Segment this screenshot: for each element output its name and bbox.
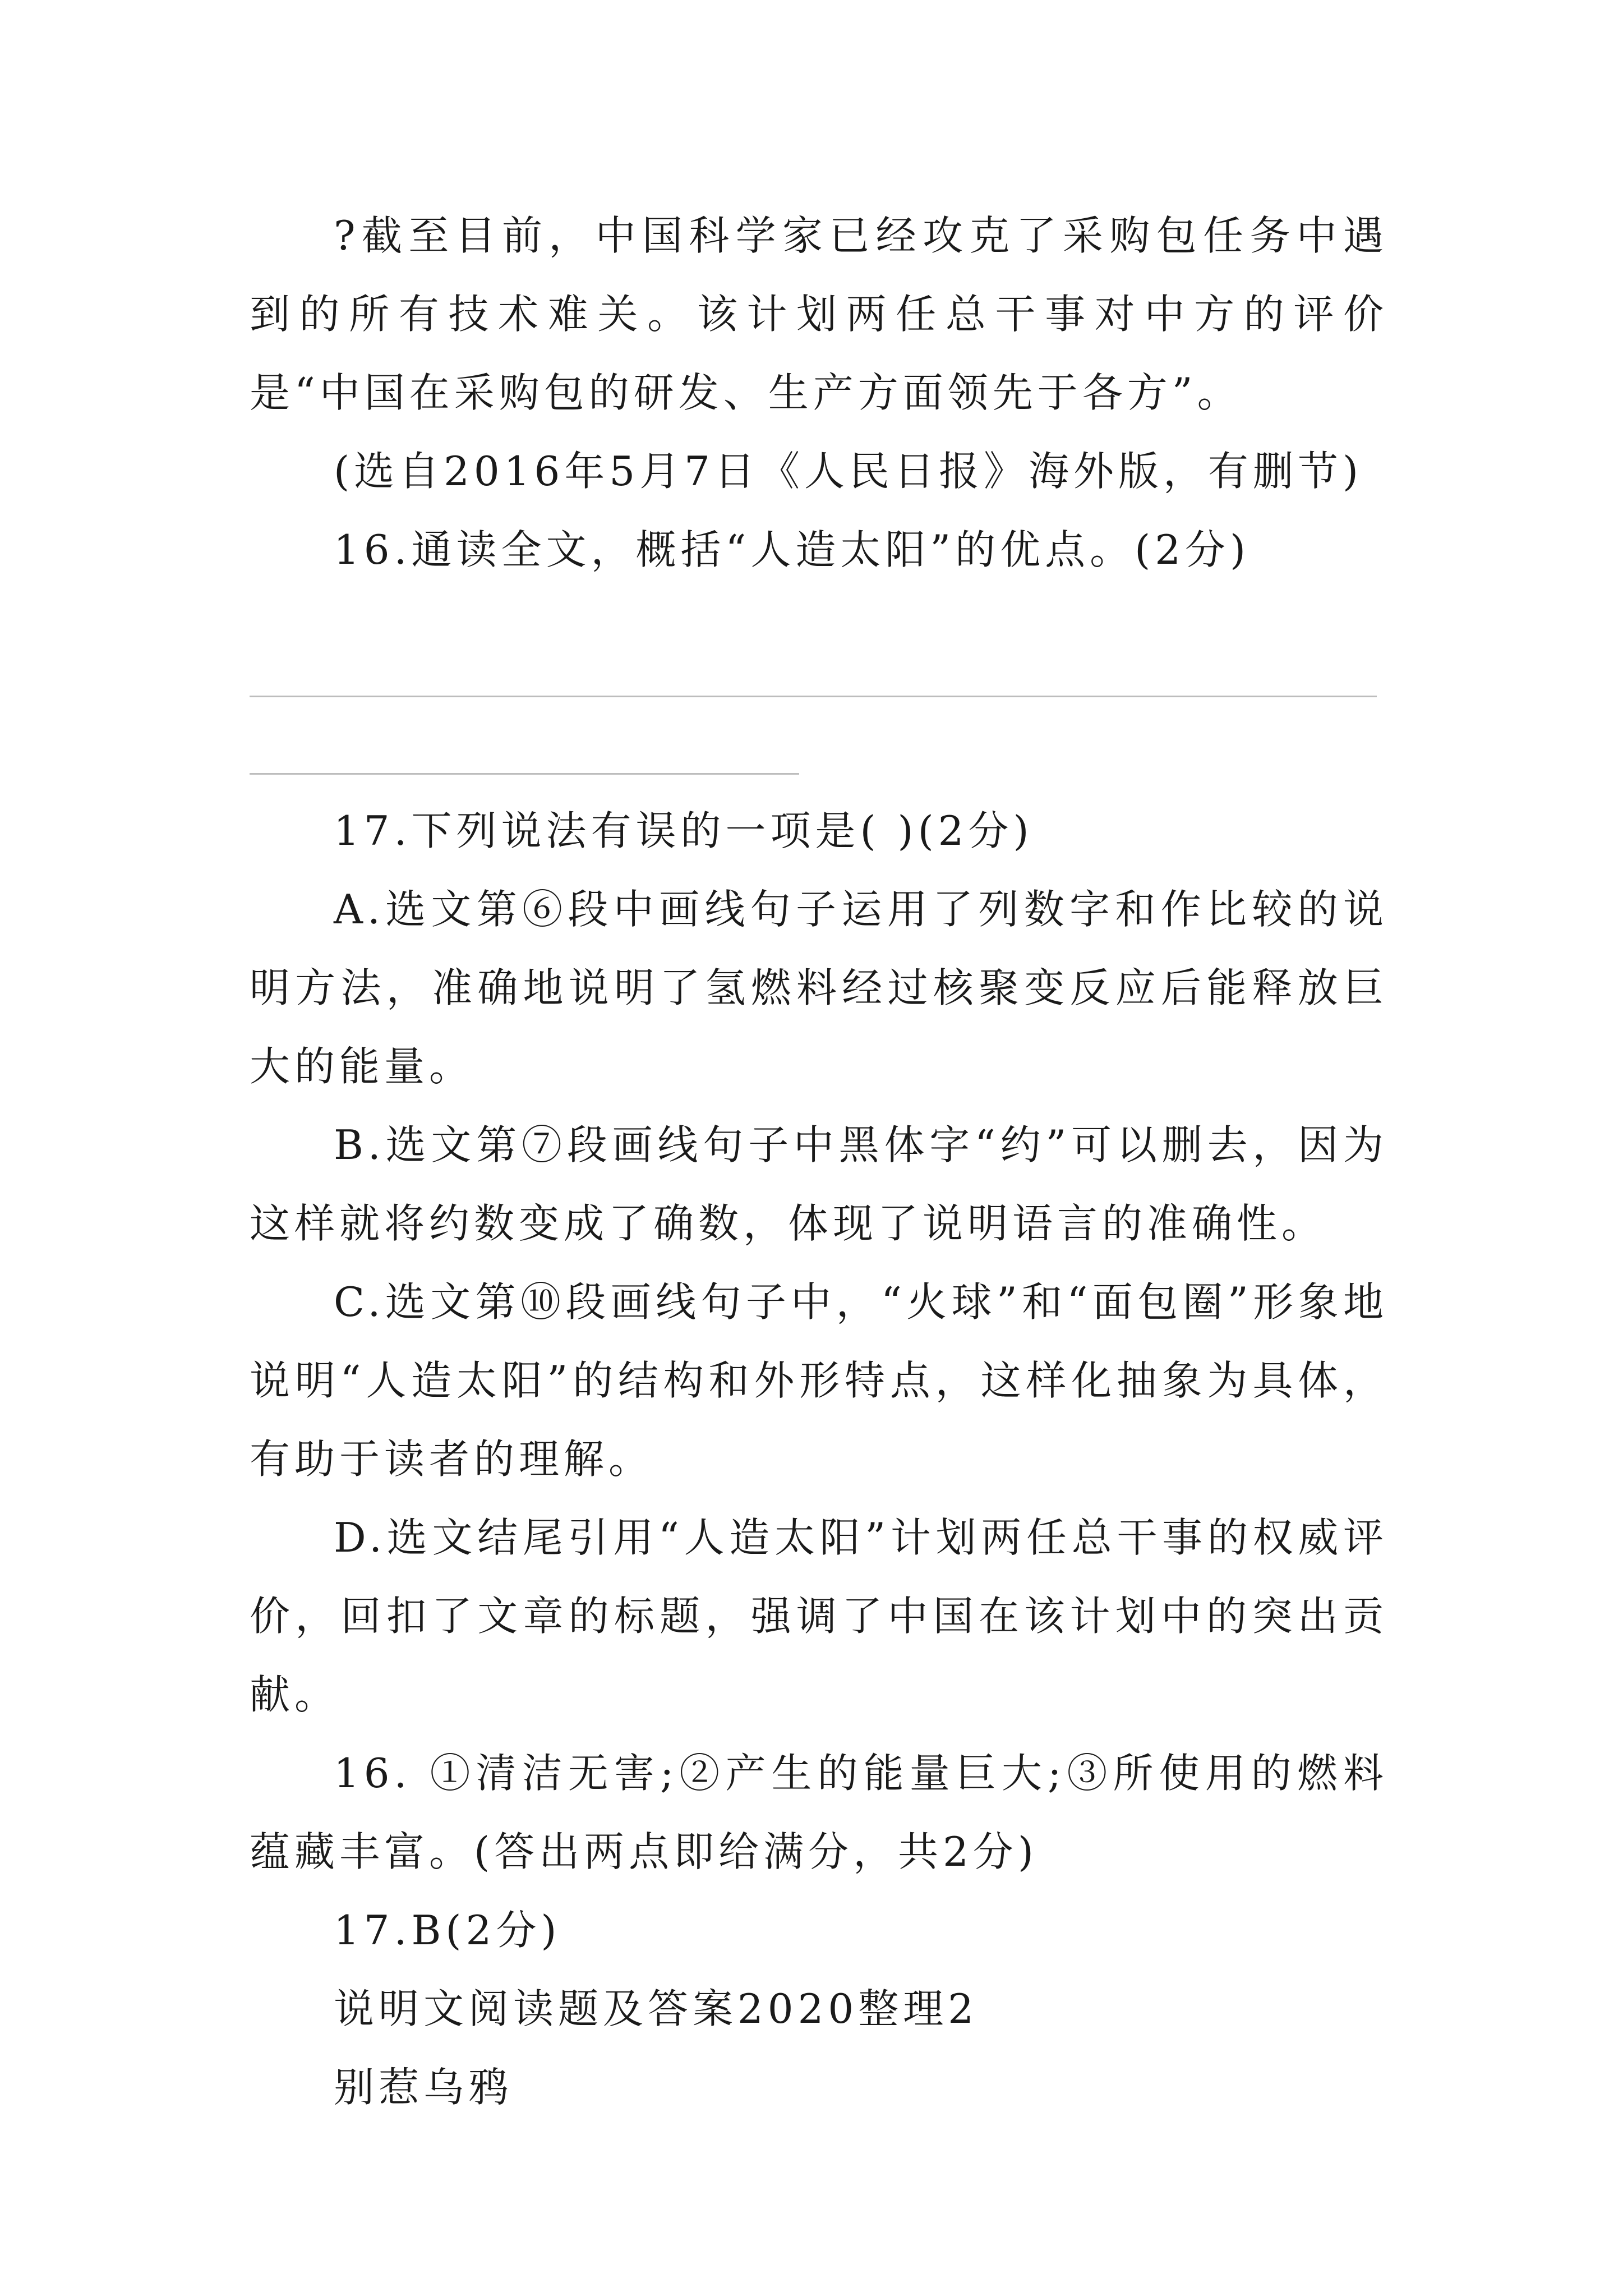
answer-17: 17.B(2分) [334,1907,561,1954]
paragraph-technical-challenges: ?截至目前，中国科学家已经攻克了采购包任务中遇到的所有技术难关。该计划两任总干事对中方的评价是“中国在采购包的研发、生产方面领先于各方”。 [250,212,1388,416]
option-b: B.选文第⑦段画线句子中黑体字“约”可以删去，因为这样就将约数变成了确数，体现了说明语言的准确性。 [250,1121,1388,1247]
answer-line [250,773,799,775]
source-citation: (选自2016年5月7日《人民日报》海外版，有删节) [334,448,1363,495]
question-17: 17.下列说法有误的一项是( )(2分) [334,807,1034,854]
option-a: A.选文第⑥段中画线句子运用了列数字和作比较的说明方法，准确地说明了氢燃料经过核聚变反应后能释放巨大的能量。 [250,886,1388,1090]
answer-line [250,696,1377,697]
option-c: C.选文第⑩段画线句子中，“火球”和“面包圈”形象地说明“人造太阳”的结构和外形特点，这样化抽象为具体，有助于读者的理解。 [250,1278,1388,1483]
option-d: D.选文结尾引用“人造太阳”计划两任总干事的权威评价，回扣了文章的标题，强调了中国在该计划中的突出贡献。 [250,1514,1388,1718]
question-16: 16.通读全文，概括“人造太阳”的优点。(2分) [334,526,1251,573]
document-page [250,196,1388,2127]
article-title: 别惹乌鸦 [334,2064,514,2111]
answer-16: 16. ①清洁无害;②产生的能量巨大;③所使用的燃料蕴藏丰富。(答出两点即给满分，共2分) [250,1750,1388,1875]
section-title: 说明文阅读题及答案2020整理2 [334,1985,979,2032]
